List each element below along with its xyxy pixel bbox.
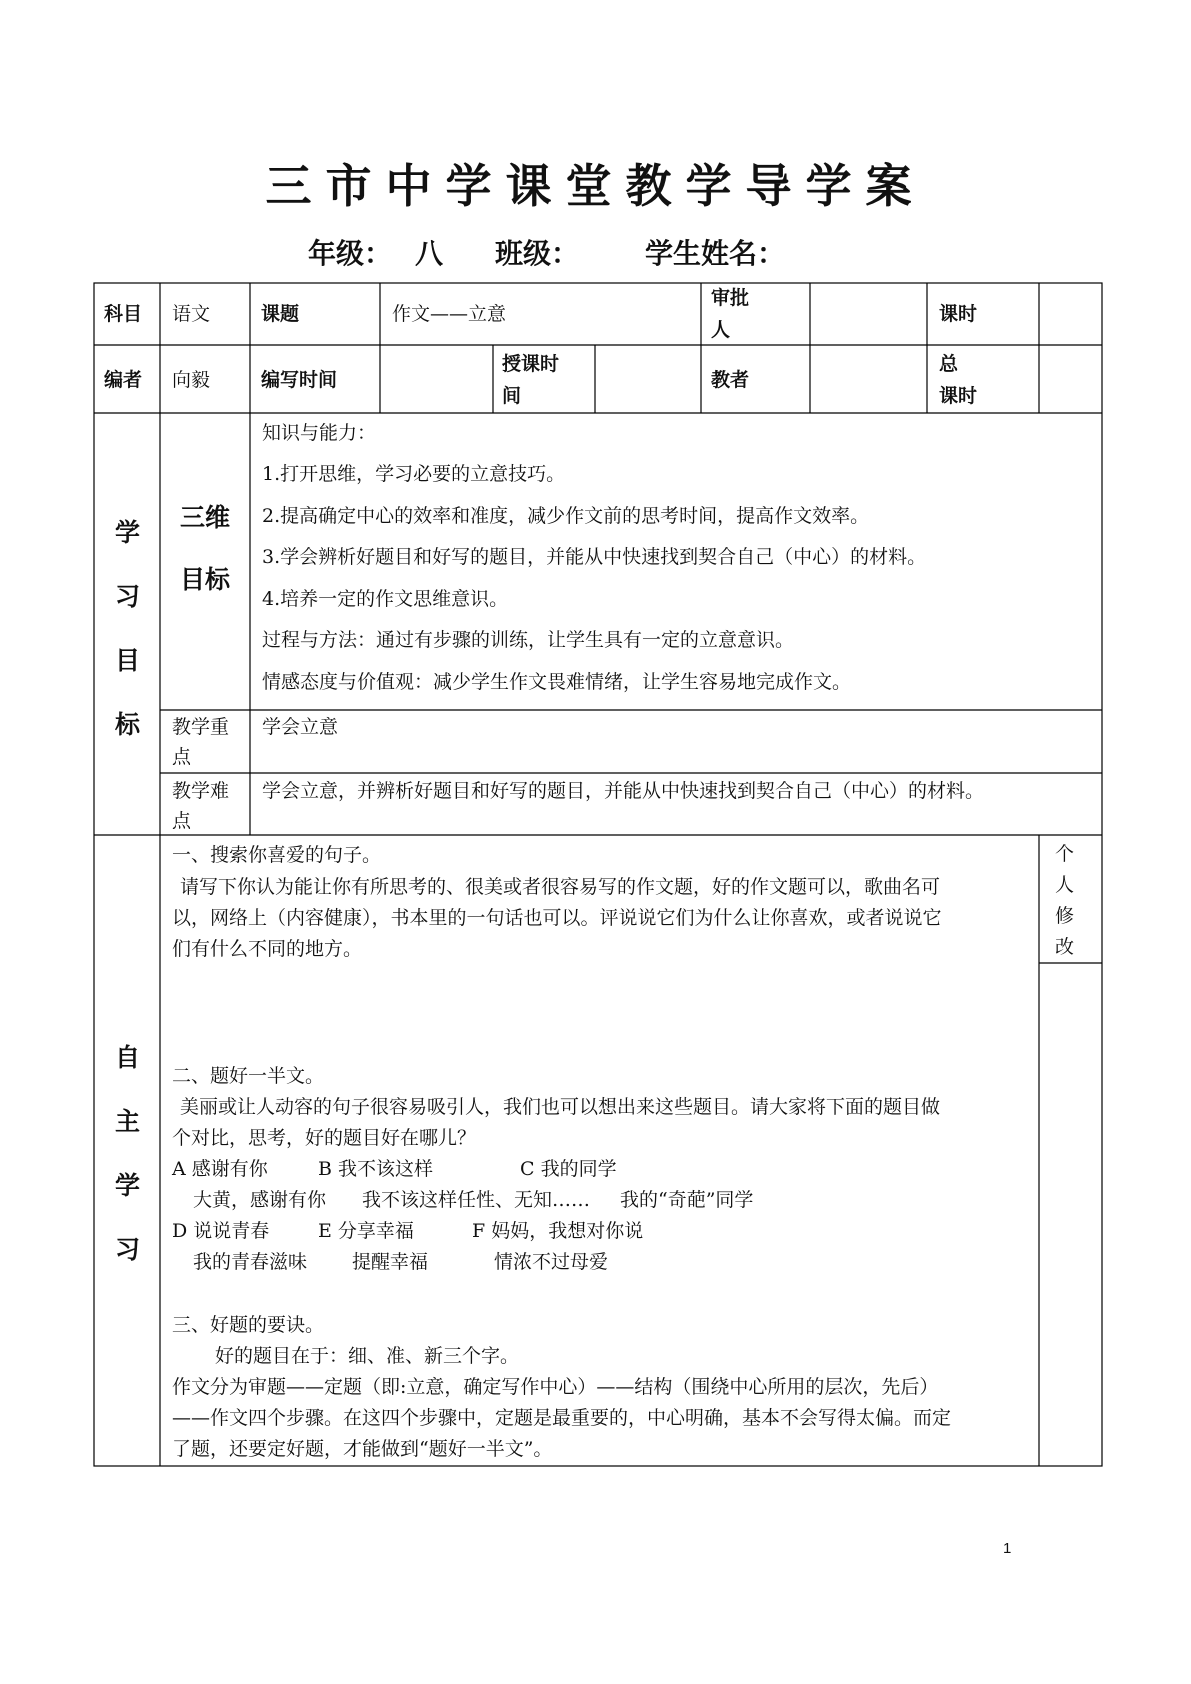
goal-line: 情感态度与价值观：减少学生作文畏难情绪，让学生容易地完成作文。 [262,671,852,693]
teach-time-label-1: 授课时 [502,353,560,375]
example-title: 提醒幸福 [352,1251,429,1273]
page-title: 三市中学课堂教学导学案 [265,159,926,213]
self-study-label-1: 自 [115,1043,141,1072]
self-study-label-3: 学 [115,1171,141,1200]
goals-label-4: 标 [115,710,141,739]
example-title: 我的青春滋味 [193,1251,308,1273]
total-period-label-2: 课时 [939,385,978,407]
period-label: 课时 [939,303,978,325]
goals-label-2: 习 [115,582,141,611]
paragraph-line: 以，网络上（内容健康），书本里的一句话也可以。评说说它们为什么让你喜欢，或者说说它 [172,907,942,929]
total-period-label-1: 总 [939,353,959,375]
paragraph-line: 美丽或让人动容的句子很容易吸引人，我们也可以想出来这些题目。请大家将下面的题目做 [180,1096,941,1118]
grade-value: 八 [415,237,444,270]
self-study-label-2: 主 [115,1107,141,1136]
example-title: C 我的同学 [520,1158,617,1180]
difficulty-label-2: 点 [172,810,192,832]
example-title: 我的“奇葩”同学 [620,1189,754,1211]
goals-label-3: 目 [115,646,141,675]
paragraph-line: 好的题目在于：细、准、新三个字。 [215,1345,520,1367]
key-label-1: 教学重 [172,716,230,738]
section-heading: 二、题好一半文。 [172,1065,325,1087]
goal-line: 1.打开思维，学习必要的立意技巧。 [262,463,566,485]
goal-line: 知识与能力： [262,422,377,444]
editor-value: 向毅 [172,369,211,391]
approver-label-1: 审批 [711,287,750,309]
approver-label-2: 人 [711,319,731,341]
example-title: 我不该这样任性、无知…… [362,1189,591,1211]
difficulty-label-1: 教学难 [172,780,230,802]
subject-label: 科目 [104,303,143,325]
three-dim-label-1: 三维 [180,503,231,532]
section-heading: 三、好题的要诀。 [172,1314,325,1336]
paragraph-line: 个对比，思考，好的题目好在哪儿？ [172,1127,477,1149]
paragraph-line: 了题，还要定好题，才能做到“题好一半文”。 [172,1438,553,1460]
self-study-label-4: 习 [115,1235,141,1264]
goal-line: 过程与方法：通过有步骤的训练，让学生具有一定的立意意识。 [262,629,795,651]
personal-edit-label-4: 改 [1055,936,1075,958]
example-title: D 说说青春 [172,1220,270,1242]
teach-time-label-2: 间 [502,385,522,407]
goal-line: 2.提高确定中心的效率和准度，减少作文前的思考时间，提高作文效率。 [262,505,870,527]
goals-label-1: 学 [115,518,141,547]
personal-edit-label-2: 人 [1055,874,1075,896]
paragraph-line: 请写下你认为能让你有所思考的、很美或者很容易写的作文题，好的作文题可以，歌曲名可 [180,876,941,898]
paragraph-line: 们有什么不同的地方。 [172,938,363,960]
example-title: E 分享幸福 [318,1220,414,1242]
personal-edit-label-1: 个 [1055,843,1075,865]
paragraph-line: ——作文四个步骤。在这四个步骤中，定题是最重要的，中心明确，基本不会写得太偏。而定 [172,1407,952,1429]
example-title: B 我不该这样 [318,1158,434,1180]
topic-value: 作文——立意 [392,303,507,325]
section-heading: 一、搜索你喜爱的句子。 [172,844,382,866]
example-title: A 感谢有你 [172,1158,268,1180]
example-title: 情浓不过母爱 [494,1251,609,1273]
class-label: 班级： [495,237,580,270]
difficulty-value: 学会立意，并辨析好题目和好写的题目，并能从中快速找到契合自己（中心）的材料。 [262,780,985,802]
key-label-2: 点 [172,746,192,768]
subject-value: 语文 [172,303,211,325]
page-number: 1 [1003,1540,1012,1557]
goal-line: 4.培养一定的作文思维意识。 [262,588,509,610]
key-value: 学会立意 [262,716,339,738]
grade-label: 年级： [308,237,393,270]
write-time-label: 编写时间 [261,369,338,391]
paragraph-line: 作文分为审题——定题（即:立意，确定写作中心）——结构（围绕中心所用的层次，先后） [172,1376,939,1398]
teacher-label: 教者 [711,369,750,391]
student-name-label: 学生姓名： [645,237,786,270]
example-title: 大黄，感谢有你 [193,1189,327,1211]
goal-line: 3.学会辨析好题目和好写的题目，并能从中快速找到契合自己（中心）的材料。 [262,546,927,568]
topic-label: 课题 [261,303,300,325]
three-dim-label-2: 目标 [180,565,231,594]
example-title: F 妈妈，我想对你说 [472,1220,644,1242]
personal-edit-label-3: 修 [1055,905,1075,927]
editor-label: 编者 [104,369,143,391]
